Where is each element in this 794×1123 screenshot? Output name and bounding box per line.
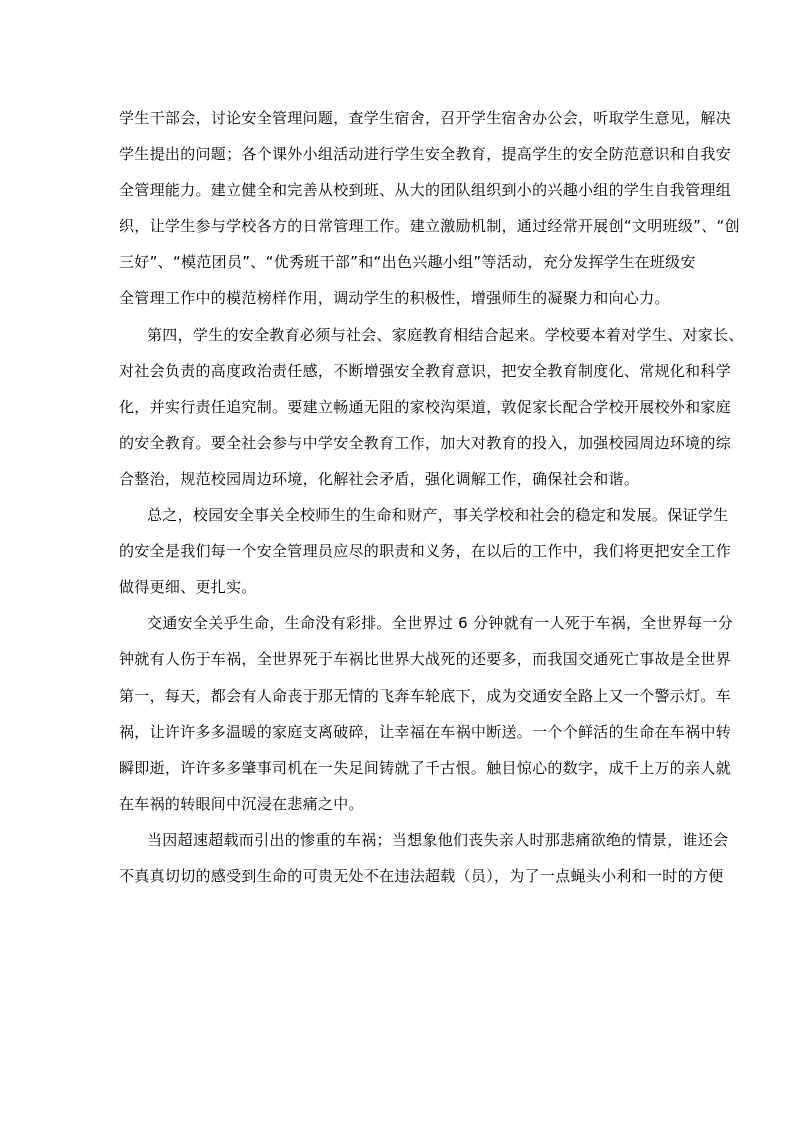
text-line: 不真真切切的感受到生命的可贵无处不在违法超载（员），为了一点蝇头小利和一时的方便 [119, 866, 724, 885]
text-line: 对社会负责的高度政治责任感，不断增强安全教育意识，把安全教育制度化、常规化和科学 [119, 361, 732, 380]
paragraph-family-society-education [119, 319, 744, 499]
text-line: 祸，让许许多多温暖的家庭支离破碎，让幸福在车祸中断送。一个个鲜活的生命在车祸中转 [119, 722, 732, 741]
text-line: 化，并实行责任追究制。要建立畅通无阻的家校沟渠道，敦促家长配合学校开展校外和家庭 [119, 397, 732, 416]
text-line: 瞬即逝，许许多多肇事司机在一失足间铸就了千古恨。触目惊心的数字，成千上万的亲人就 [119, 758, 732, 777]
text-line: 全管理工作中的模范榜样作用，调动学生的积极性，增强师生的凝聚力和向心力。 [119, 289, 670, 308]
paragraph-traffic-safety [119, 607, 734, 824]
text-line: 学生干部会，讨论安全管理问题，查学生宿舍，召开学生宿舍办公会，听取学生意见，解决 [119, 109, 732, 127]
text-line: 的安全教育。要全社会参与中学安全教育工作，加大对教育的投入，加强校园周边环境的综 [119, 433, 732, 452]
paragraph-overloading [119, 824, 729, 896]
text-line: 总之，校园安全事关全校师生的生命和财产，事关学校和社会的稳定和发展。保证学生 [147, 506, 729, 525]
text-line: 全管理能力。建立健全和完善从校到班、从大的团队组织到小的兴趣小组的学生自我管理组 [119, 181, 732, 200]
text-line: 在车祸的转眼间中沉浸在悲痛之中。 [119, 794, 364, 813]
paragraph-student-management [119, 102, 740, 319]
text-line: 做得更细、更扎实。 [119, 578, 257, 597]
text-line: 学生提出的问题；各个课外小组活动进行学生安全教育，提高学生的安全防范意识和自我安 [119, 145, 732, 164]
text-line: 第一，每天，都会有人命丧于那无情的飞奔车轮底下，成为交通安全路上又一个警示灯。车 [119, 686, 732, 705]
text-line: 的安全是我们每一个安全管理员应尽的职责和义务，在以后的工作中，我们将更把安全工作 [119, 542, 732, 561]
text-line: 三好”、“模范团员”、“优秀班干部”和“出色兴趣小组”等活动，充分发挥学生在班级安 [119, 253, 696, 272]
text-line: 织，让学生参与学校各方的日常管理工作。建立激励机制，通过经常开展创“文明班级”、“创 [119, 217, 740, 236]
text-line: 交通安全关乎生命，生命没有彩排。全世界过 6 分钟就有一人死于车祸，全世界每一分 [147, 614, 734, 633]
text-line: 钟就有人伤于车祸，全世界死于车祸比世界大战死的还要多，而我国交通死亡事故是全世界 [119, 650, 732, 669]
text-line: 第四，学生的安全教育必须与社会、家庭教育相结合起来。学校要本着对学生、对家长、 [147, 325, 744, 344]
text-line: 当因超速超载而引出的惨重的车祸；当想象他们丧失亲人时那悲痛欲绝的情景，谁还会 [147, 830, 729, 849]
document-page [119, 102, 744, 896]
paragraph-conclusion [119, 499, 732, 607]
text-line: 合整治，规范校园周边环境，化解社会矛盾，强化调解工作，确保社会和谐。 [119, 469, 640, 488]
